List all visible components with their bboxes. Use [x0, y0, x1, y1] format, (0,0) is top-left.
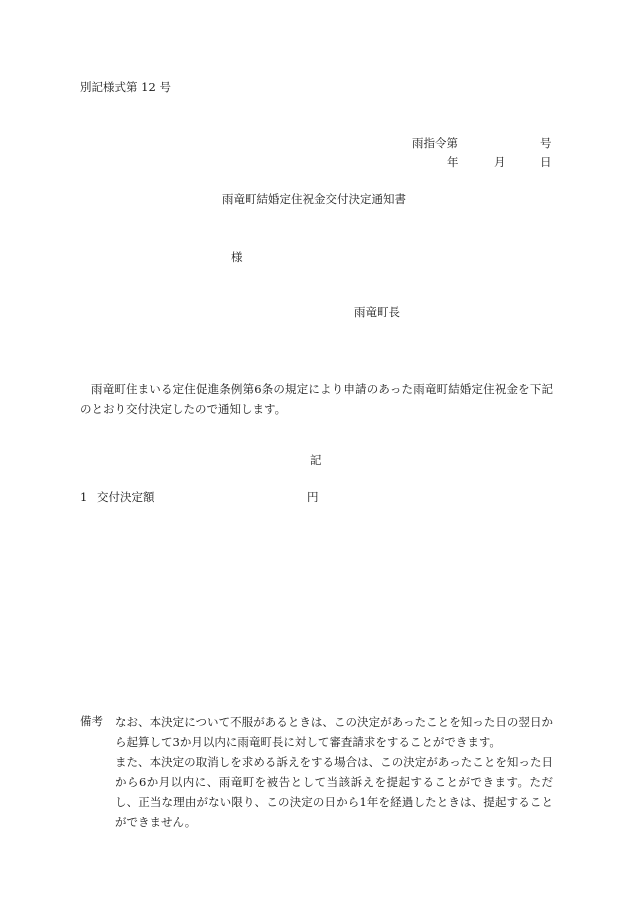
remarks-paragraph: なお、本決定について不服があるときは、この決定があったことを知った日の翌日から起算して3か月以内に雨竜町長に対して審査請求をすることができます。 [115, 715, 553, 749]
remarks-body [115, 712, 553, 832]
item-unit: 円 [307, 490, 319, 504]
document-number-label: 雨指令第 [412, 136, 458, 150]
item-number: 1 [80, 490, 88, 504]
date-day-label: 日 [540, 155, 552, 169]
ki-heading: 記 [310, 453, 322, 467]
remarks-label: 備考 [80, 714, 103, 728]
date-month-label: 月 [494, 155, 506, 169]
form-number: 別記様式第 12 号 [80, 80, 171, 94]
date-year-label: 年 [447, 155, 459, 169]
sender-name: 雨竜町長 [354, 305, 400, 319]
notification-body: 雨竜町住まいる定住促進条例第6条の規定により申請のあった雨竜町結婚定住祝金を下記のとおり交付決定したので通知します。 [80, 382, 553, 416]
document-title: 雨竜町結婚定住祝金交付決定通知書 [222, 192, 406, 206]
recipient-honorific: 様 [231, 250, 243, 264]
remarks-paragraph: また、本決定の取消しを求める訴えをする場合は、この決定があったことを知った日から6か月以内に、雨竜町を被告として当該訴えを提起することができます。ただし、正当な理由がない限り、この決定の日から1年を経過したときは、提起することができません。 [115, 755, 553, 829]
document-number-suffix: 号 [540, 136, 552, 150]
item-label: 交付決定額 [97, 490, 155, 504]
